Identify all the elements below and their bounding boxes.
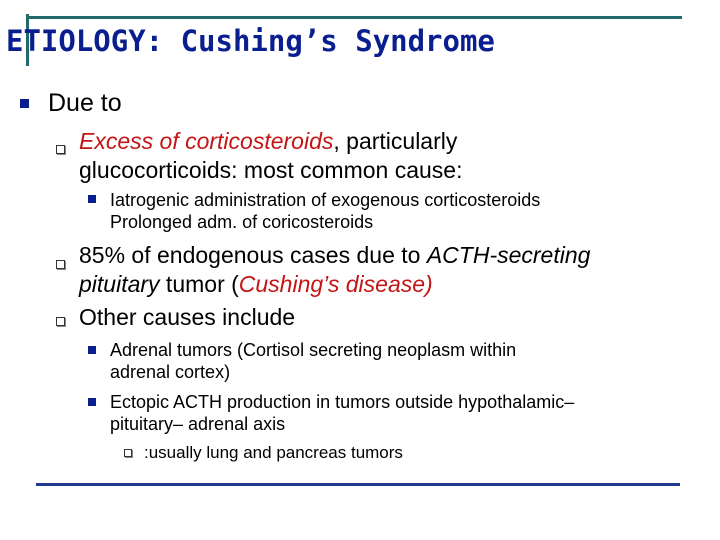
bullet-lung-pancreas: :usually lung and pancreas tumors — [144, 443, 403, 462]
bullet-endogenous-cases — [79, 241, 590, 299]
hollow-square-bullet-icon — [56, 260, 65, 269]
iatrogenic-line2: Prolonged adm. of coricosteroids — [110, 212, 374, 232]
hollow-square-bullet-icon — [56, 317, 65, 326]
adrenal-line2: adrenal cortex) — [110, 362, 231, 382]
decorative-top-rule — [26, 16, 682, 19]
endogenous-acth: ACTH-secreting — [426, 242, 591, 268]
hollow-square-bullet-icon — [56, 145, 65, 154]
excess-rest: , particularly — [333, 128, 458, 154]
ectopic-line1: Ectopic ACTH production in tumors outside hypothalamic– — [110, 392, 575, 412]
endogenous-cushings-disease: Cushing’s disease) — [238, 271, 433, 297]
endogenous-pituitary: pituitary — [79, 271, 160, 297]
bullet-excess-corticosteroids — [79, 127, 463, 185]
endogenous-part1: 85% of endogenous cases due to — [79, 242, 427, 268]
bullet-adrenal-tumors — [110, 339, 516, 383]
iatrogenic-line1: Iatrogenic administration of exogenous corticosteroids — [110, 190, 541, 210]
square-bullet-icon — [88, 346, 96, 354]
hollow-square-bullet-icon — [124, 449, 132, 457]
square-bullet-icon — [20, 99, 29, 108]
ectopic-line2: pituitary– adrenal axis — [110, 414, 286, 434]
bullet-ectopic-acth — [110, 391, 574, 435]
bullet-due-to: Due to — [48, 89, 122, 117]
bullet-other-causes: Other causes include — [79, 304, 296, 330]
adrenal-line1: Adrenal tumors (Cortisol secreting neoplasm within — [110, 340, 517, 360]
excess-line2: glucocorticoids: most common cause: — [79, 157, 463, 183]
square-bullet-icon — [88, 398, 96, 406]
bullet-iatrogenic — [110, 189, 540, 233]
endogenous-tumor: tumor ( — [159, 271, 239, 297]
decorative-bottom-rule — [36, 483, 680, 486]
excess-emphasis: Excess of corticosteroids — [79, 128, 334, 154]
square-bullet-icon — [88, 195, 96, 203]
slide-title: ETIOLOGY: Cushing’s Syndrome — [6, 24, 495, 58]
